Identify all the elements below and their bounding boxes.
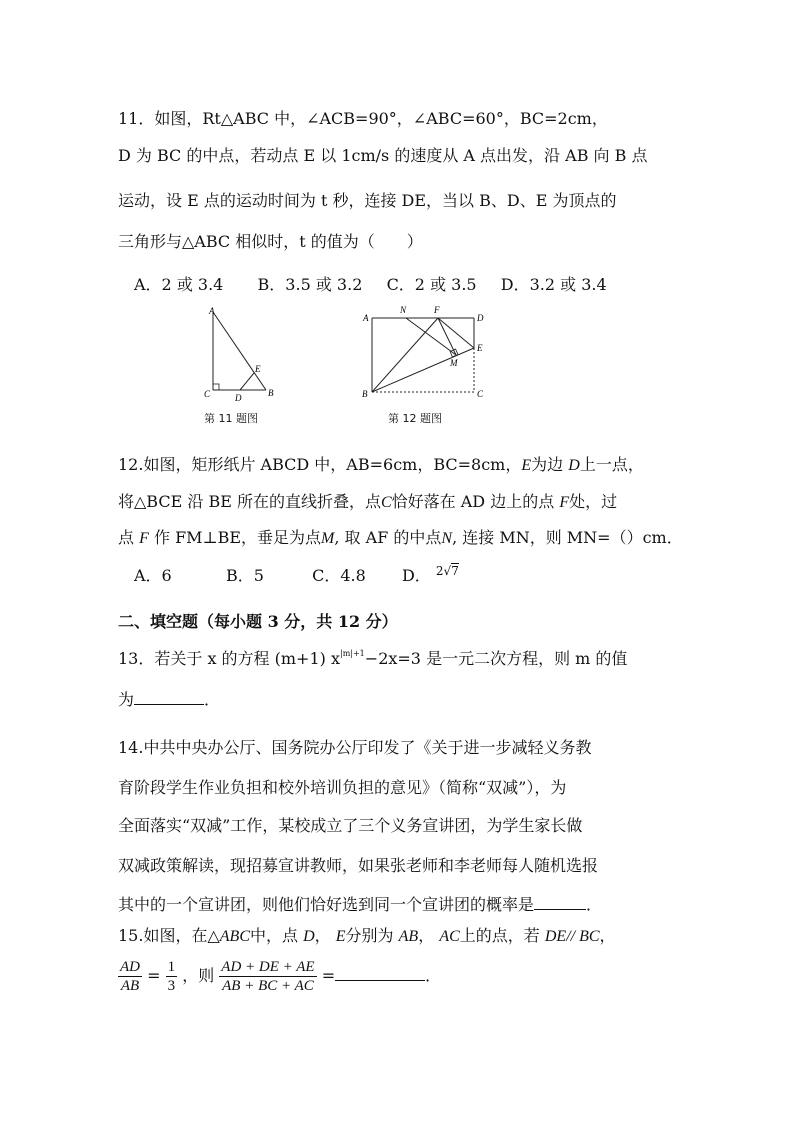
- q11-line-4: 三角形与△ABC 相似时，t 的值为（ ）: [118, 232, 423, 251]
- q15-equals-1: =: [147, 966, 161, 985]
- fig11-label-c: C: [204, 389, 211, 399]
- q15-frac2-den: 3: [167, 978, 176, 994]
- q15-frac3-num: AD + DE + AE: [221, 959, 315, 975]
- q15-fraction-ad-ab: [118, 958, 142, 995]
- q15-text-a: 15.如图，在△: [118, 926, 220, 945]
- fig12-label-a: A: [363, 313, 369, 323]
- q12-point-m: M: [321, 530, 335, 547]
- fig12-label-d: D: [477, 313, 484, 323]
- q12-point-f2: F: [139, 530, 149, 547]
- q12-line-2-text-b: 恰好落在 AD 边上的点: [391, 492, 555, 511]
- q14-answer-blank[interactable]: [534, 893, 586, 910]
- q15-text-e: ，: [418, 926, 435, 945]
- q12-line-1-text-c: 上一点，: [579, 455, 644, 474]
- q12-point-e: E: [521, 457, 532, 474]
- q15-text-f: 上的点，若: [459, 926, 540, 945]
- q12-point-n: N: [441, 530, 453, 547]
- q13-line-1: [118, 643, 627, 670]
- q15-fraction-one-third: [166, 958, 178, 995]
- q12-line-1: [118, 454, 644, 477]
- q15-line-2: [118, 958, 441, 995]
- q11-line-3: 运动，设 E 点的运动时间为 t 秒，连接 DE，当以 B、D、E 为顶点的: [118, 191, 617, 210]
- q12-line-2-text-d: 处，过: [569, 492, 618, 511]
- q15-text-d: 分别为: [345, 926, 394, 945]
- q12-line-1-text-b: 为边: [531, 455, 564, 474]
- q13-exponent: |m|+1: [340, 649, 365, 658]
- figure-11-caption: 第 11 题图: [204, 412, 258, 425]
- q14-line-5: [118, 893, 602, 916]
- q12-option-d: D．: [401, 566, 431, 585]
- q14-line-1: 14.中共中央办公厅、国务院办公厅印发了《关于进一步减轻义务教: [118, 738, 592, 757]
- figure-11: [198, 302, 288, 402]
- q15-then: ，则: [182, 966, 215, 985]
- q15-frac2-num: 1: [167, 959, 176, 975]
- q12-point-f: F: [559, 494, 570, 511]
- q14-line-4: 双减政策解读，现招募宣讲教师，如果张老师和李老师每人随机选报: [118, 856, 599, 875]
- q11-option-d: D．3.2 或 3.4: [500, 275, 607, 294]
- q15-point-e: E: [335, 928, 346, 945]
- q11-line-2: D 为 BC 的中点，若动点 E 以 1cm/s 的速度从 A 点出发，沿 AB 向 B 点: [118, 146, 648, 165]
- q15-end: ．: [425, 966, 442, 985]
- q13-answer-blank[interactable]: [134, 688, 204, 705]
- fig12-label-n: N: [400, 305, 407, 315]
- q12-line-2: [118, 491, 617, 514]
- q15-frac1-num: AD: [120, 959, 140, 975]
- q12-option-d-coef: 2: [435, 564, 444, 578]
- q12-option-a: A．6: [134, 566, 172, 585]
- q14-line-2: 育阶段学生作业负担和校外培训负担的意见》（简称“双减”），为: [118, 778, 567, 797]
- q11-options: [134, 274, 607, 296]
- q12-line-3-text-c: , 取 AF 的中点: [334, 528, 442, 547]
- q11-line-1: 11．如图，Rt△ABC 中，∠ACB=90°，∠ABC=60°，BC=2cm，: [118, 109, 608, 128]
- q12-line-3: [118, 527, 683, 550]
- q12-point-c: C: [380, 494, 392, 511]
- q15-answer-blank[interactable]: [335, 964, 425, 981]
- q12-option-b: B．5: [225, 566, 264, 585]
- fig12-label-m: M: [450, 358, 458, 368]
- q15-parallel-condition: DE// BC: [544, 928, 600, 945]
- q14-line-5-text-a: 其中的一个宣讲团，则他们恰好选到同一个宣讲团的概率是: [118, 895, 535, 914]
- q15-point-d: D: [303, 928, 315, 945]
- q11-option-a: A．2 或 3.4: [134, 275, 224, 294]
- q15-equals-2: =: [321, 966, 336, 985]
- q12-line-3-text-d: , 连接 MN，则 MN=（）cm．: [452, 528, 683, 547]
- q15-frac1-den: AB: [120, 978, 140, 994]
- figure-12: [358, 302, 492, 404]
- q15-text-b: 中，点: [249, 926, 298, 945]
- figure-12-caption: 第 12 题图: [388, 412, 442, 425]
- q13-line-2: [118, 688, 220, 711]
- q12-line-3-text-b: 作 FM⊥BE，垂足为点: [153, 528, 322, 547]
- q12-option-c: C．4.8: [312, 566, 366, 585]
- section-2-title: 二、填空题（每小题 3 分，共 12 分）: [118, 612, 398, 631]
- q12-option-d-radicand: 7: [451, 564, 459, 578]
- q13-line-2-text-a: 为: [118, 690, 135, 709]
- q15-fraction-perimeter: [219, 958, 316, 995]
- q11-option-c: C．2 或 3.5: [386, 275, 477, 294]
- q13-line-2-text-b: ．: [204, 690, 221, 709]
- fig12-label-f: F: [434, 305, 440, 315]
- q15-frac3-den: AB + BC + AC: [222, 978, 314, 994]
- fig12-label-e: E: [477, 343, 483, 353]
- q15-segment-ab: AB: [398, 928, 419, 945]
- q12-line-2-text-a: 将△BCE 沿 BE 所在的直线折叠，点: [118, 492, 381, 511]
- fig12-label-c: C: [477, 389, 484, 399]
- q11-option-b: B．3.5 或 3.2: [257, 275, 363, 294]
- q12-options: [134, 565, 459, 588]
- q15-text-c: ，: [314, 926, 331, 945]
- q14-line-5-text-b: ．: [586, 895, 603, 914]
- q12-line-1-text-a: 12.如图，矩形纸片 ABCD 中，AB=6cm，BC=8cm，: [118, 455, 522, 474]
- sqrt-icon: √: [443, 564, 452, 578]
- q15-text-g: ，: [599, 926, 616, 945]
- q12-point-d: D: [568, 457, 580, 474]
- q13-line-1-text-b: −2x=3 是一元二次方程，则 m 的值: [364, 649, 628, 668]
- q12-option-d-value: [436, 564, 459, 578]
- q15-line-1: [118, 925, 616, 948]
- q13-line-1-text-a: 13．若关于 x 的方程 (m+1) x: [118, 649, 340, 668]
- q15-segment-ac: AC: [439, 928, 460, 945]
- fig11-label-e: E: [255, 364, 261, 374]
- fig11-label-d: D: [235, 393, 242, 402]
- fig11-label-b: B: [268, 388, 274, 398]
- fig11-label-a: A: [209, 306, 215, 316]
- q15-triangle-abc: ABC: [219, 928, 250, 945]
- q14-line-3: 全面落实“双减”工作，某校成立了三个义务宣讲团，为学生家长做: [118, 816, 583, 835]
- fig12-label-b: B: [362, 389, 368, 399]
- q12-line-3-text-a: 点: [118, 528, 135, 547]
